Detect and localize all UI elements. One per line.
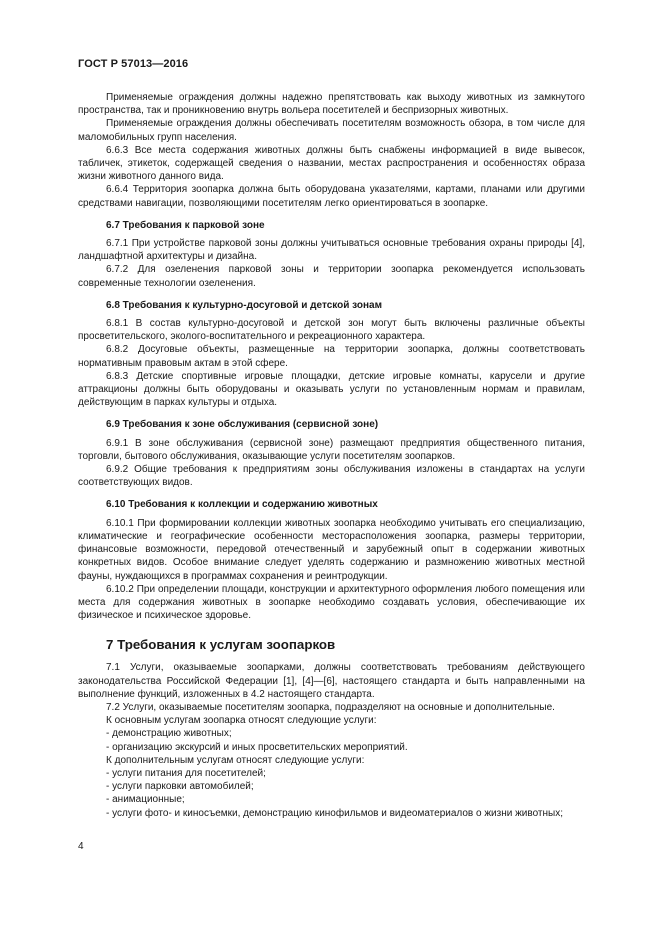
- paragraph: 6.8.2 Досуговые объекты, размещенные на территории зоопарка, должны соответствовать нормативным правовым актам в этой сфере.: [78, 344, 585, 369]
- paragraph: 6.6.3 Все места содержания животных должны быть снабжены информацией в виде вывесок, табличек, этикеток, содержащей сведения о названии, местах распространения и особенностях образа жизни животного данного вида.: [78, 144, 585, 183]
- paragraph: 6.8.1 В состав культурно-досуговой и детской зон могут быть включены различные объекты просветительского, эколого-воспитательного и рекреационного характера.: [78, 318, 585, 343]
- paragraph: 6.7.1 При устройстве парковой зоны должны учитываться основные требования охраны природы [4], ландшафтной архитектуры и дизайна.: [78, 238, 585, 263]
- section-heading-6-8: 6.8 Требования к культурно-досуговой и детской зонам: [106, 299, 383, 311]
- paragraph: 6.9.2 Общие требования к предприятиям зоны обслуживания изложены в стандартах на услуги соответствующих видов.: [78, 464, 585, 489]
- document-header: ГОСТ Р 57013—2016: [78, 58, 189, 70]
- section-heading-7: 7 Требования к услугам зоопарков: [106, 637, 336, 653]
- section-heading-6-10: 6.10 Требования к коллекции и содержанию животных: [106, 499, 378, 511]
- paragraph: 6.8.3 Детские спортивные игровые площадки, детские игровые комнаты, карусели и другие аттракционы должны быть оборудованы и оказывать услуги по установленным нормам и правилам, действующим в парках культуры и отдыха.: [78, 370, 585, 409]
- document-body: [78, 91, 585, 820]
- paragraph: 6.9.1 В зоне обслуживания (сервисной зоне) размещают предприятия общественного питания, торговли, бытового обслуживания, оказывающие услуги посетителям зоопарков.: [78, 437, 585, 462]
- paragraph: 7.1 Услуги, оказываемые зоопарками, должны соответствовать требованиям действующего законодательства Российской Федерации [1], [4]—[6], настоящего стандарта и быть направленными на выполнение функций, изложенных в 4.2 настоящего стандарта.: [78, 662, 585, 700]
- list-intro: К основным услугам зоопарка относят следующие услуги:: [106, 715, 377, 727]
- list-intro: К дополнительным услугам относят следующие услуги:: [106, 754, 365, 766]
- paragraph: 6.10.2 При определении площади, конструкции и архитектурного оформления любого помещения или места для содержания животных в зоопарке необходимо создавать условия, обеспечивающие их физическое и психическое здоровье.: [78, 583, 585, 622]
- paragraph: 6.10.1 При формировании коллекции животных зоопарка необходимо учитывать его специализацию, климатические и географические особенности месторасположения зоопарка, размеры территории, финансовые возможности, передовой отечественный и зарубежный опыт в содержании животных конкретных видов. Особое внимание следует уделять содержанию и размножению животных местной фауны, нуждающихся в программах сохранения и реинтродукции.: [78, 517, 585, 582]
- section-heading-6-9: 6.9 Требования к зоне обслуживания (сервисной зоне): [106, 419, 379, 431]
- paragraph: 6.6.4 Территория зоопарка должна быть оборудована указателями, картами, планами или другими средствами навигации, позволяющими посетителям легко ориентироваться в зоопарке.: [78, 184, 585, 209]
- paragraph: Применяемые ограждения должны надежно препятствовать как выходу животных из замкнутого пространства, так и проникновению внутрь вольера посетителей и беспризорных животных.: [78, 92, 585, 117]
- paragraph: 6.7.2 Для озеленения парковой зоны и территории зоопарка рекомендуется использовать современные технологии озеленения.: [78, 264, 585, 289]
- list-item: - организацию экскурсий и иных просветительских мероприятий.: [106, 741, 408, 753]
- page-number: 4: [78, 841, 84, 852]
- list-item: - анимационные;: [106, 794, 185, 806]
- list-item: - услуги питания для посетителей;: [106, 767, 266, 779]
- section-heading-6-7: 6.7 Требования к парковой зоне: [106, 219, 265, 231]
- list-item: - услуги парковки автомобилей;: [106, 781, 254, 793]
- paragraph: Применяемые ограждения должны обеспечивать посетителям возможность обзора, в том числе для маломобильных групп населения.: [78, 118, 585, 143]
- list-item: - услуги фото- и киносъемки, демонстрацию кинофильмов и видеоматериалов о жизни животных;: [106, 807, 563, 819]
- paragraph: 7.2 Услуги, оказываемые посетителям зоопарка, подразделяют на основные и дополнительные.: [106, 701, 555, 713]
- list-item: - демонстрацию животных;: [106, 728, 232, 740]
